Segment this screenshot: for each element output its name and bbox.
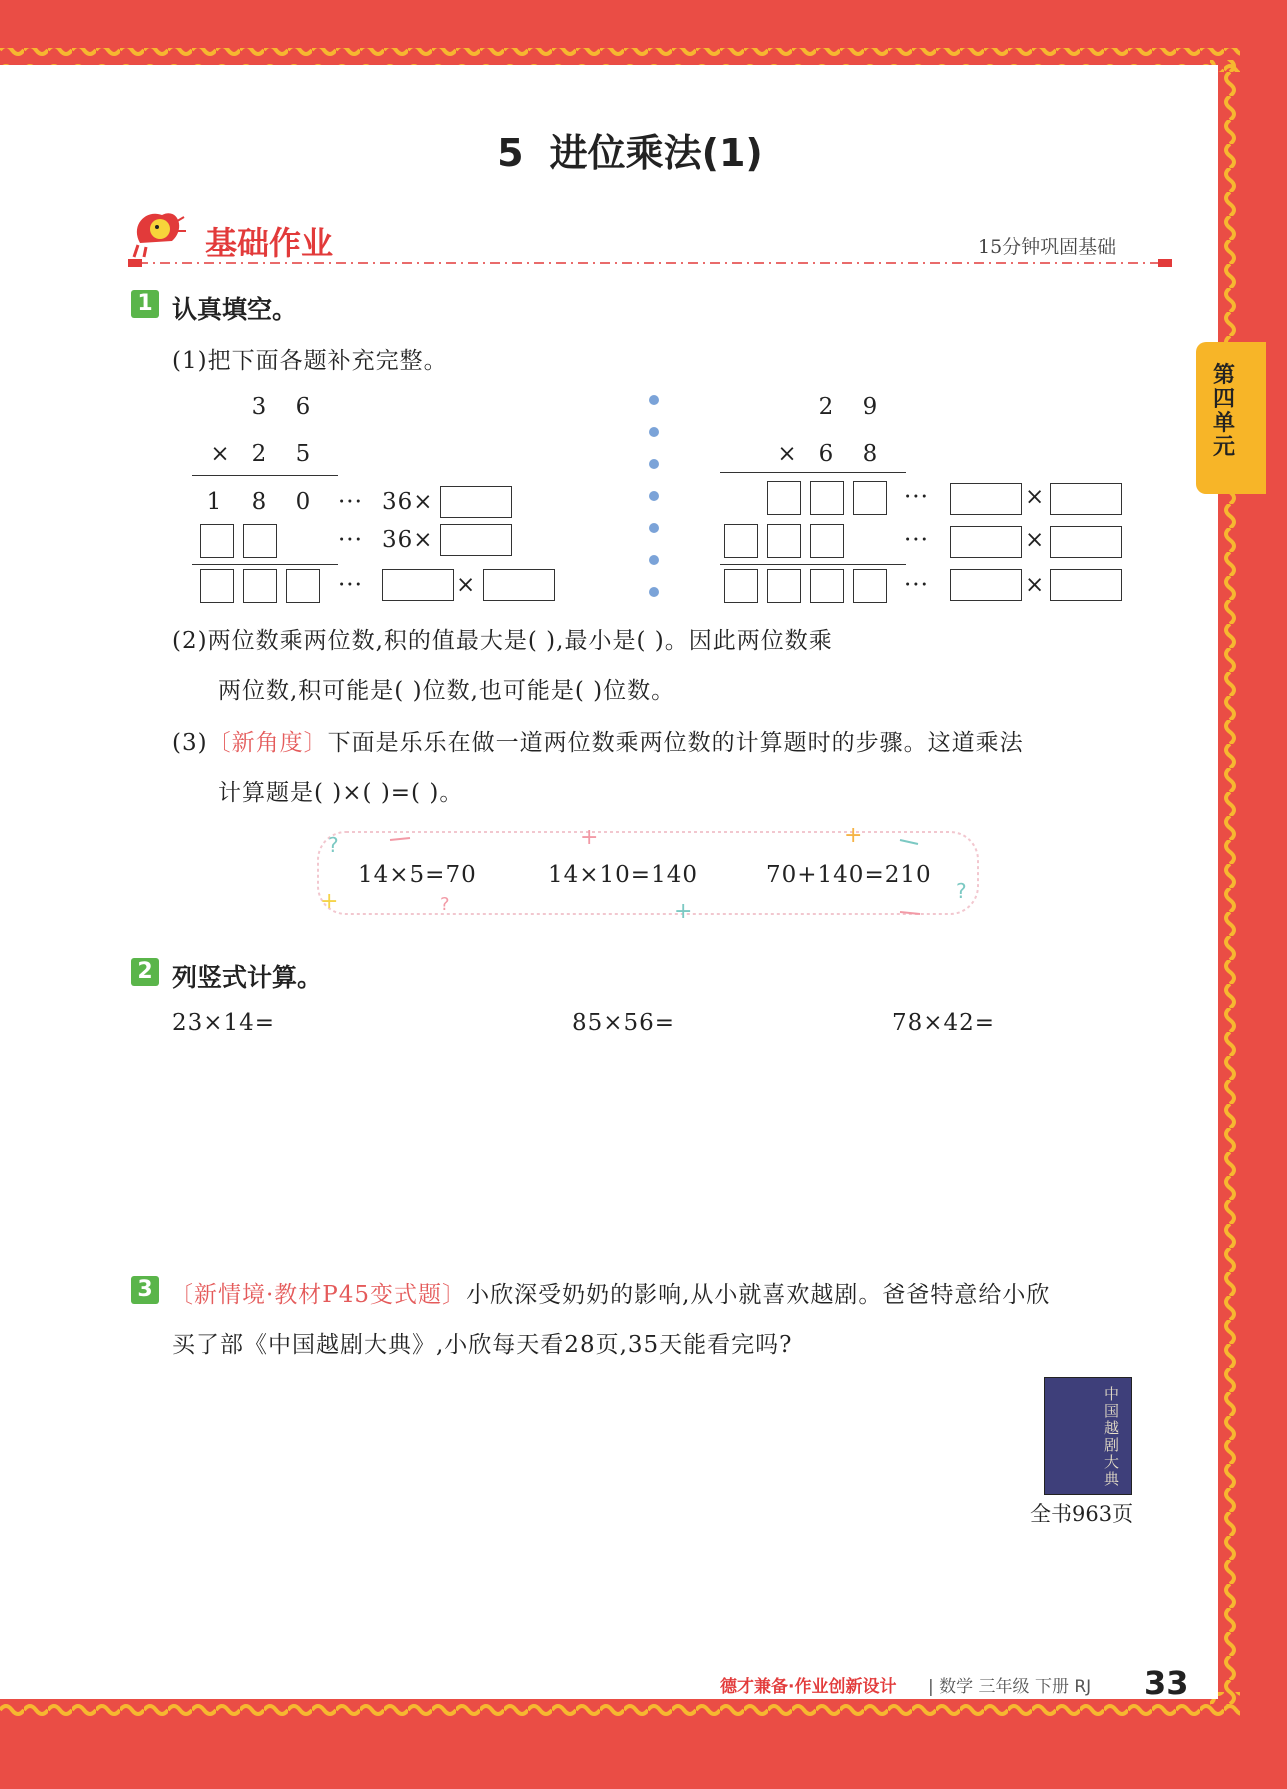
answer-box[interactable] bbox=[810, 481, 844, 515]
step-3: 70+140=210 bbox=[766, 862, 932, 888]
section-title: 基础作业 bbox=[205, 224, 334, 262]
calc-digit: 5 bbox=[295, 441, 311, 467]
page-title: 5 进位乘法(1) bbox=[497, 131, 763, 175]
answer-box[interactable] bbox=[950, 569, 1022, 601]
book-title: 中国越剧大典 bbox=[1102, 1386, 1120, 1488]
page-number: 33 bbox=[1144, 1664, 1189, 1702]
q1-part3-line2: 计算题是( )×( )=( )。 bbox=[218, 780, 464, 806]
calc-digit: 2 bbox=[818, 394, 834, 420]
calc-digit: × bbox=[777, 441, 797, 467]
calc-dots: ··· bbox=[338, 572, 363, 598]
q1-part3-line1: (3)〔新角度〕下面是乐乐在做一道两位数乘两位数的计算题时的步骤。这道乘法 bbox=[172, 730, 1024, 756]
q1-part1-text: (1)把下面各题补充完整。 bbox=[172, 348, 448, 374]
section-divider bbox=[128, 258, 1173, 268]
times-sign: × bbox=[1025, 527, 1046, 553]
answer-box[interactable] bbox=[1050, 526, 1122, 558]
step-1: 14×5=70 bbox=[358, 862, 477, 888]
answer-box[interactable] bbox=[810, 524, 844, 558]
answer-box[interactable] bbox=[286, 569, 320, 603]
q3-line2: 买了部《中国越剧大典》,小欣每天看28页,35天能看完吗? bbox=[172, 1332, 793, 1358]
q1-part2-line1: (2)两位数乘两位数,积的值最大是( ),最小是( )。因此两位数乘 bbox=[172, 628, 833, 654]
question-number-3: 3 bbox=[131, 1276, 159, 1304]
svg-text:?: ? bbox=[440, 894, 450, 915]
book-caption: 全书963页 bbox=[1030, 1502, 1134, 1526]
calc-digit: 3 bbox=[251, 394, 267, 420]
svg-text:+: + bbox=[844, 823, 863, 848]
answer-box[interactable] bbox=[767, 569, 801, 603]
footer-brand: 德才兼备·作业创新设计 bbox=[720, 1677, 897, 1697]
answer-box[interactable] bbox=[1050, 569, 1122, 601]
times-sign: × bbox=[456, 572, 477, 598]
calc-digit: 1 bbox=[206, 489, 222, 515]
answer-box[interactable] bbox=[243, 524, 277, 558]
step-2: 14×10=140 bbox=[548, 862, 698, 888]
calc-digit: × bbox=[210, 441, 230, 467]
question-title-2: 列竖式计算。 bbox=[172, 963, 323, 992]
times-sign: × bbox=[1025, 572, 1046, 598]
calc-dots: ··· bbox=[904, 572, 929, 598]
calc-digit: 8 bbox=[862, 441, 878, 467]
problem-2: 85×56= bbox=[572, 1010, 676, 1036]
new-angle-tag: 〔新角度〕 bbox=[207, 730, 328, 756]
calc-prefix: 36× bbox=[382, 527, 434, 553]
problem-3: 78×42= bbox=[892, 1010, 996, 1036]
calc-digit: 6 bbox=[818, 441, 834, 467]
new-context-tag: 〔新情境·教材P45变式题〕 bbox=[170, 1282, 467, 1308]
section-subtitle: 15分钟巩固基础 bbox=[978, 236, 1117, 258]
question-title-1: 认真填空。 bbox=[172, 295, 298, 324]
svg-text:+: + bbox=[580, 825, 599, 850]
answer-box[interactable] bbox=[950, 526, 1022, 558]
calc-digit: 2 bbox=[251, 441, 267, 467]
calc-digit: 6 bbox=[295, 394, 311, 420]
answer-box[interactable] bbox=[853, 569, 887, 603]
answer-box[interactable] bbox=[724, 524, 758, 558]
mascot-icon bbox=[128, 205, 188, 259]
svg-text:+: + bbox=[320, 889, 339, 914]
answer-box[interactable] bbox=[243, 569, 277, 603]
calc-dots: ··· bbox=[904, 527, 929, 553]
answer-box[interactable] bbox=[1050, 483, 1122, 515]
answer-box[interactable] bbox=[724, 569, 758, 603]
svg-text:?: ? bbox=[956, 879, 967, 903]
problem-1: 23×14= bbox=[172, 1010, 276, 1036]
calc-prefix: 36× bbox=[382, 489, 434, 515]
unit-side-tab: 第 四 单 元 bbox=[1196, 342, 1266, 494]
calc-line bbox=[720, 472, 906, 473]
calc-digit: 0 bbox=[295, 489, 311, 515]
book-cover-image bbox=[1044, 1377, 1132, 1495]
answer-box[interactable] bbox=[810, 569, 844, 603]
svg-text:?: ? bbox=[328, 833, 339, 857]
answer-box[interactable] bbox=[440, 524, 512, 556]
flower-separator bbox=[640, 388, 668, 608]
answer-box[interactable] bbox=[950, 483, 1022, 515]
question-number-1: 1 bbox=[131, 290, 159, 318]
question-number-2: 2 bbox=[131, 958, 159, 986]
times-sign: × bbox=[1025, 484, 1046, 510]
answer-box[interactable] bbox=[853, 481, 887, 515]
calc-dots: ··· bbox=[338, 527, 363, 553]
answer-box[interactable] bbox=[382, 569, 454, 601]
answer-box[interactable] bbox=[200, 569, 234, 603]
calc-dots: ··· bbox=[904, 484, 929, 510]
footer-meta: | 数学 三年级 下册 RJ bbox=[928, 1677, 1092, 1697]
calc-line bbox=[192, 564, 338, 565]
answer-box[interactable] bbox=[767, 481, 801, 515]
calc-line bbox=[720, 564, 906, 565]
svg-text:+: + bbox=[674, 899, 693, 922]
answer-box[interactable] bbox=[440, 486, 512, 518]
answer-box[interactable] bbox=[483, 569, 555, 601]
answer-box[interactable] bbox=[200, 524, 234, 558]
answer-box[interactable] bbox=[767, 524, 801, 558]
calc-digit: 9 bbox=[862, 394, 878, 420]
calc-dots: ··· bbox=[338, 489, 363, 515]
q3-line1: 〔新情境·教材P45变式题〕小欣深受奶奶的影响,从小就喜欢越剧。爸爸特意给小欣 bbox=[170, 1282, 1051, 1308]
calc-line bbox=[192, 475, 338, 476]
calc-digit: 8 bbox=[251, 489, 267, 515]
q1-part2-line2: 两位数,积可能是( )位数,也可能是( )位数。 bbox=[218, 678, 676, 704]
